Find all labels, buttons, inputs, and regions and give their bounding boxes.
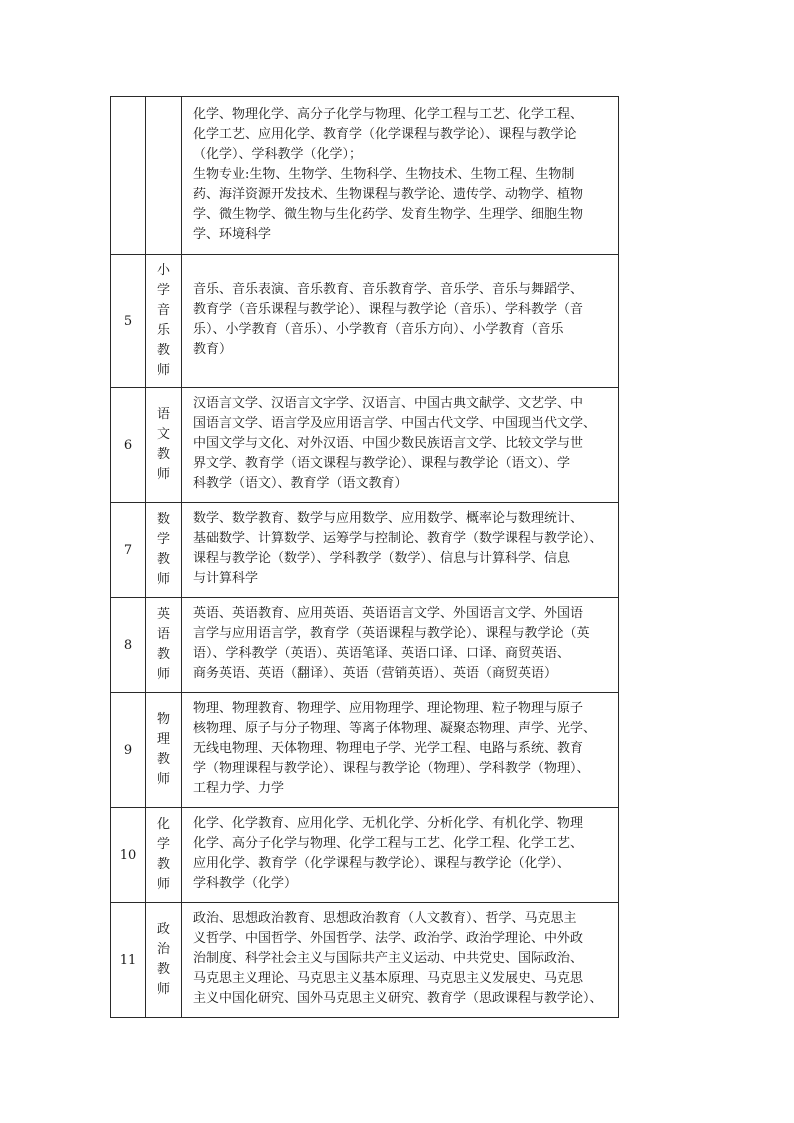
majors-text: 英语、英语教育、应用英语、英语语言文学、外国语言文学、外国语 言学与应用语言学，教育学（英语课程与教学论）、课程与教学论（英 语）、学科教学（英语）、英语笔译、英语口译、口译、商贸英语、 商务英语、英语（翻译）、英语（营销英语）、英语（商贸英语）: [193, 606, 590, 681]
table-row: [111, 903, 619, 1018]
position-cell: [146, 388, 182, 503]
table-row: [111, 693, 619, 808]
position-name: 数学教师: [156, 512, 170, 587]
row-number: 6: [123, 437, 133, 453]
position-name: 英语教师: [156, 607, 170, 682]
row-number: 5: [123, 313, 133, 329]
table-row: [111, 808, 619, 903]
position-cell: [146, 903, 182, 1018]
row-number: 11: [119, 952, 137, 968]
row-number-cell: [111, 903, 146, 1018]
majors-text: 音乐、音乐表演、音乐教育、音乐教育学、音乐学、音乐与舞蹈学、 教育学（音乐课程与教学论）、课程与教学论（音乐）、学科教学（音 乐）、小学教育（音乐）、小学教育（音乐方向）、小学教育（音乐 教育）: [193, 282, 584, 357]
table-row: [111, 255, 619, 388]
majors-text: 数学、数学教育、数学与应用数学、应用数学、概率论与数理统计、 基础数学、计算数学、运筹学与控制论、教育学（数学课程与教学论）、 课程与教学论（数学）、学科教学（数学）、信息与计算科学、信息 与计算科学: [193, 511, 603, 586]
position-name: 语文教师: [156, 407, 170, 482]
majors-text: 化学、物理化学、高分子化学与物理、化学工程与工艺、化学工程、 化学工艺、应用化学、教育学（化学课程与教学论）、课程与教学论 （化学）、学科教学（化学）； 生物专业:生物、生物学、生物科学、生物技术、生物工程、生物制 药、海洋资源开发技术、生物课程与教学论、遗传学、动物学、植物 学、微生物学、微生物与生化药学、发育生物学、生理学、细胞生物 学、环境科学: [193, 106, 584, 242]
position-cell: [146, 255, 182, 388]
majors-cell: [182, 693, 619, 808]
majors-text: 物理、物理教育、物理学、应用物理学、理论物理、粒子物理与原子 核物理、原子与分子物理、等离子体物理、凝聚态物理、声学、光学、 无线电物理、天体物理、物理电子学、光学工程、电路与系统、教育 学（物理课程与教学论）、课程与教学论（物理）、学科教学（物理）、 工程力学、力学: [193, 701, 597, 796]
position-cell: [146, 97, 182, 255]
table-row: [111, 97, 619, 255]
majors-text: 化学、化学教育、应用化学、无机化学、分析化学、有机化学、物理 化学、高分子化学与物理、化学工程与工艺、化学工程、化学工艺、 应用化学、教育学（化学课程与教学论）、课程与教学论（化学）、 学科教学（化学）: [193, 816, 584, 891]
table-row: [111, 388, 619, 503]
majors-cell: [182, 503, 619, 598]
position-cell: [146, 503, 182, 598]
table-row: [111, 503, 619, 598]
position-cell: [146, 808, 182, 903]
majors-cell: [182, 97, 619, 255]
row-number: 10: [119, 847, 137, 863]
majors-cell: [182, 903, 619, 1018]
majors-cell: [182, 255, 619, 388]
row-number: 7: [123, 542, 133, 558]
row-number-cell: [111, 598, 146, 693]
row-number-cell: [111, 503, 146, 598]
majors-cell: [182, 598, 619, 693]
majors-text: 政治、思想政治教育、思想政治教育（人文教育）、哲学、马克思主 义哲学、中国哲学、外国哲学、法学、政治学、政治学理论、中外政 治制度、科学社会主义与国际共产主义运动、中共党史、国际政治、 马克思主义理论、马克思主义基本原理、马克思主义发展史、马克思 主义中国化研究、国外马克思主义研究、教育学（思政课程与教学论）、: [193, 911, 603, 1006]
majors-cell: [182, 808, 619, 903]
position-name: 小学音乐教师: [156, 263, 170, 378]
majors-text: 汉语言文学、汉语言文字学、汉语言、中国古典文献学、文艺学、中 国语言文学、语言学及应用语言学、中国古代文学、中国现当代文学、 中国文学与文化、对外汉语、中国少数民族语言文学、比较文学与世 界文学、教育学（语文课程与教学论）、课程与教学论（语文）、学 科教学（语文）、教育学（语文教育）: [193, 396, 597, 491]
majors-table: [110, 96, 619, 1018]
row-number-cell: [111, 808, 146, 903]
position-name: 政治教师: [156, 922, 170, 997]
table-row: [111, 598, 619, 693]
position-cell: [146, 598, 182, 693]
row-number-cell: [111, 97, 146, 255]
row-number-cell: [111, 255, 146, 388]
row-number: 8: [123, 637, 133, 653]
row-number: 9: [123, 742, 133, 758]
row-number-cell: [111, 693, 146, 808]
position-cell: [146, 693, 182, 808]
position-name: 化学教师: [156, 817, 170, 892]
position-name: 物理教师: [156, 712, 170, 787]
majors-cell: [182, 388, 619, 503]
row-number-cell: [111, 388, 146, 503]
